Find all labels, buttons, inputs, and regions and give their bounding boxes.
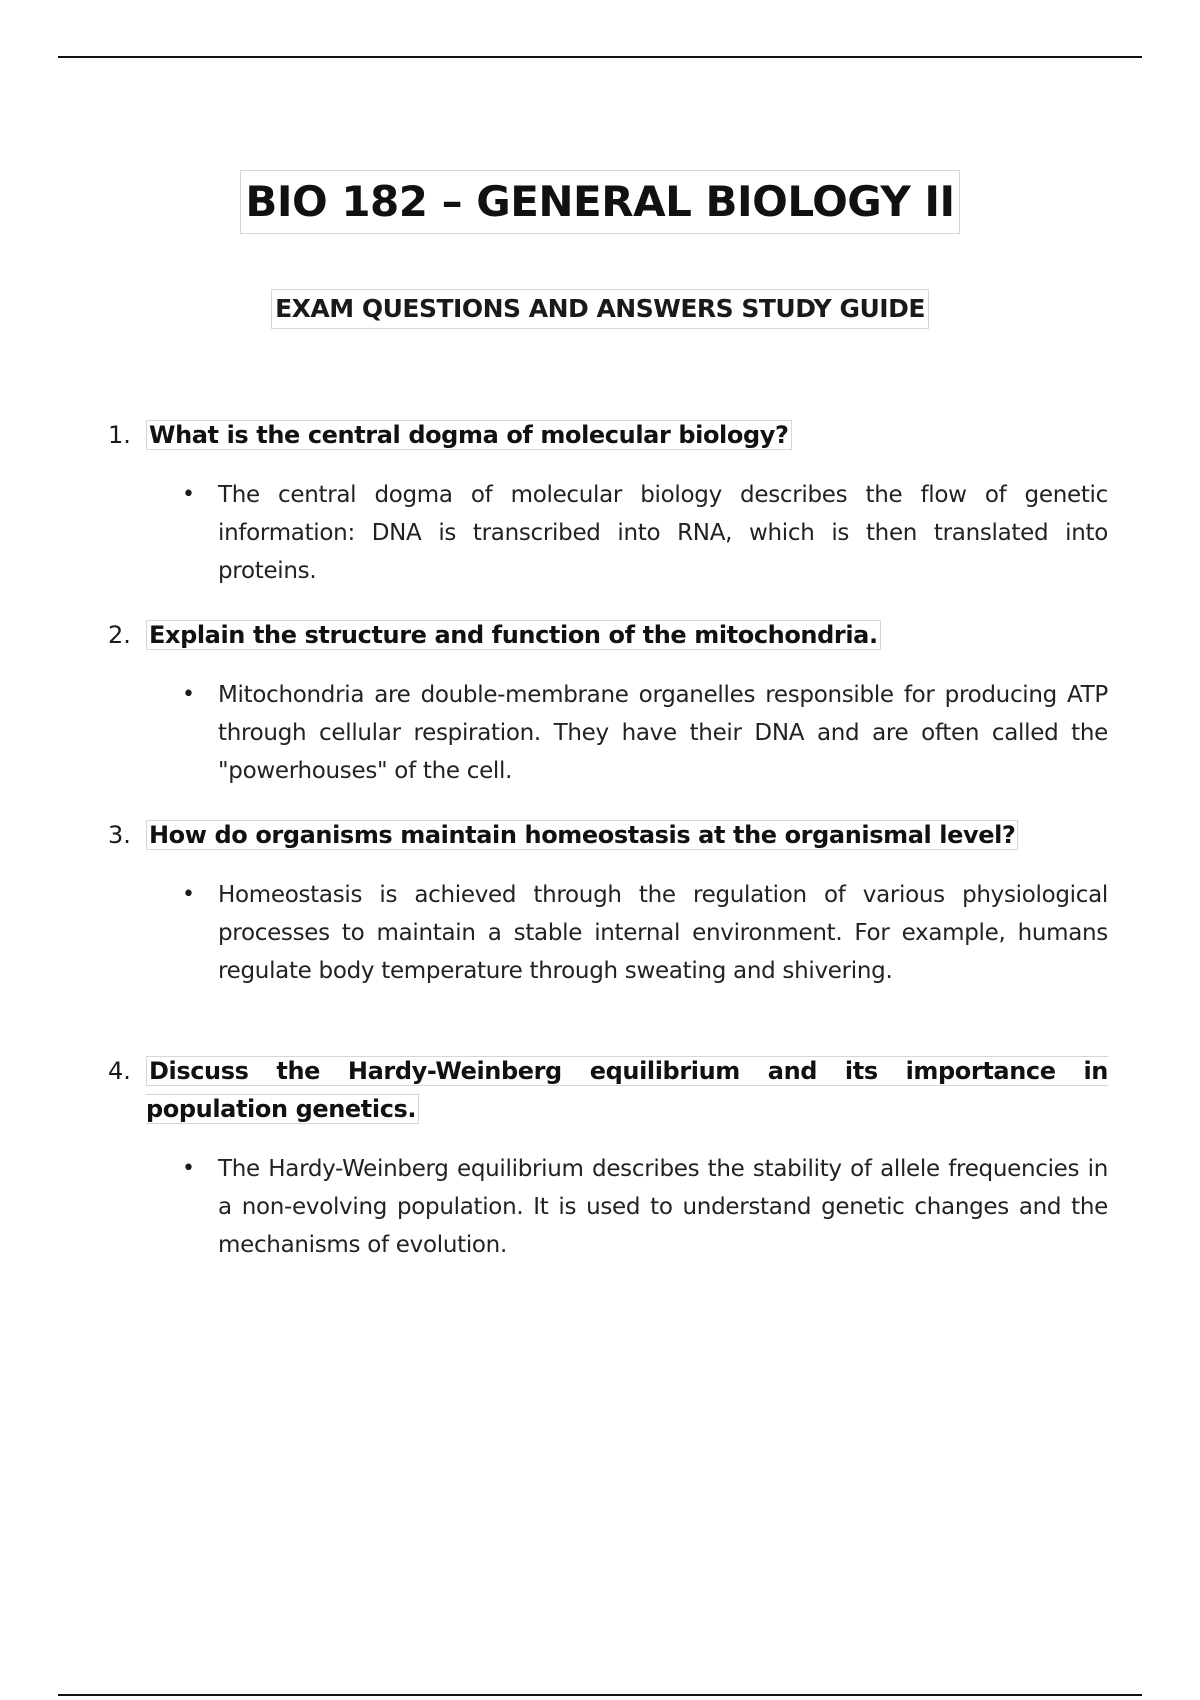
bullet-icon: • xyxy=(182,882,195,907)
question-label: Discuss the Hardy-Weinberg equilibrium and its importance in population genetics. xyxy=(146,1057,1108,1123)
question-text xyxy=(146,616,1108,654)
question-text xyxy=(146,416,1108,454)
question-row xyxy=(108,616,1108,654)
question-number: 1. xyxy=(108,421,131,449)
question-label: What is the central dogma of molecular biology? xyxy=(146,420,792,450)
bottom-rule xyxy=(58,1694,1142,1696)
bullet-icon: • xyxy=(182,482,195,507)
qa-item-3 xyxy=(108,816,1108,990)
subtitle-container xyxy=(0,289,1200,329)
bullet-icon: • xyxy=(182,682,195,707)
top-rule xyxy=(58,56,1142,58)
qa-item-1 xyxy=(108,416,1108,590)
question-text xyxy=(146,816,1108,854)
answer-text: The Hardy-Weinberg equilibrium describes the stability of allele frequencies in a non-evolving population. It is used to understand genetic changes and the mechanisms of evolution. xyxy=(218,1156,1108,1258)
bullet-icon: • xyxy=(182,1156,195,1181)
question-row xyxy=(108,416,1108,454)
question-number: 3. xyxy=(108,821,131,849)
question-label: How do organisms maintain homeostasis at the organismal level? xyxy=(146,820,1018,850)
question-number: 4. xyxy=(108,1057,131,1085)
answer-text: Mitochondria are double-membrane organelles responsible for producing ATP through cellular respiration. They have their DNA and are often called the "powerhouses" of the cell. xyxy=(218,682,1108,784)
question-label: Explain the structure and function of the mitochondria. xyxy=(146,620,881,650)
answer-text: Homeostasis is achieved through the regulation of various physiological processes to maintain a stable internal environment. For example, humans regulate body temperature through sweating and shivering. xyxy=(218,882,1108,984)
answer-row xyxy=(182,876,1108,990)
answer-text: The central dogma of molecular biology describes the flow of genetic information: DNA is transcribed into RNA, which is then translated into proteins. xyxy=(218,482,1108,584)
qa-item-4 xyxy=(108,1052,1108,1264)
title-container xyxy=(0,170,1200,234)
qa-item-2 xyxy=(108,616,1108,790)
question-text xyxy=(146,1052,1108,1128)
question-row xyxy=(108,1052,1108,1128)
document-subtitle: EXAM QUESTIONS AND ANSWERS STUDY GUIDE xyxy=(271,289,929,329)
question-row xyxy=(108,816,1108,854)
answer-row xyxy=(182,676,1108,790)
question-number: 2. xyxy=(108,621,131,649)
document-title: BIO 182 – GENERAL BIOLOGY II xyxy=(240,170,959,234)
answer-row xyxy=(182,476,1108,590)
answer-row xyxy=(182,1150,1108,1264)
